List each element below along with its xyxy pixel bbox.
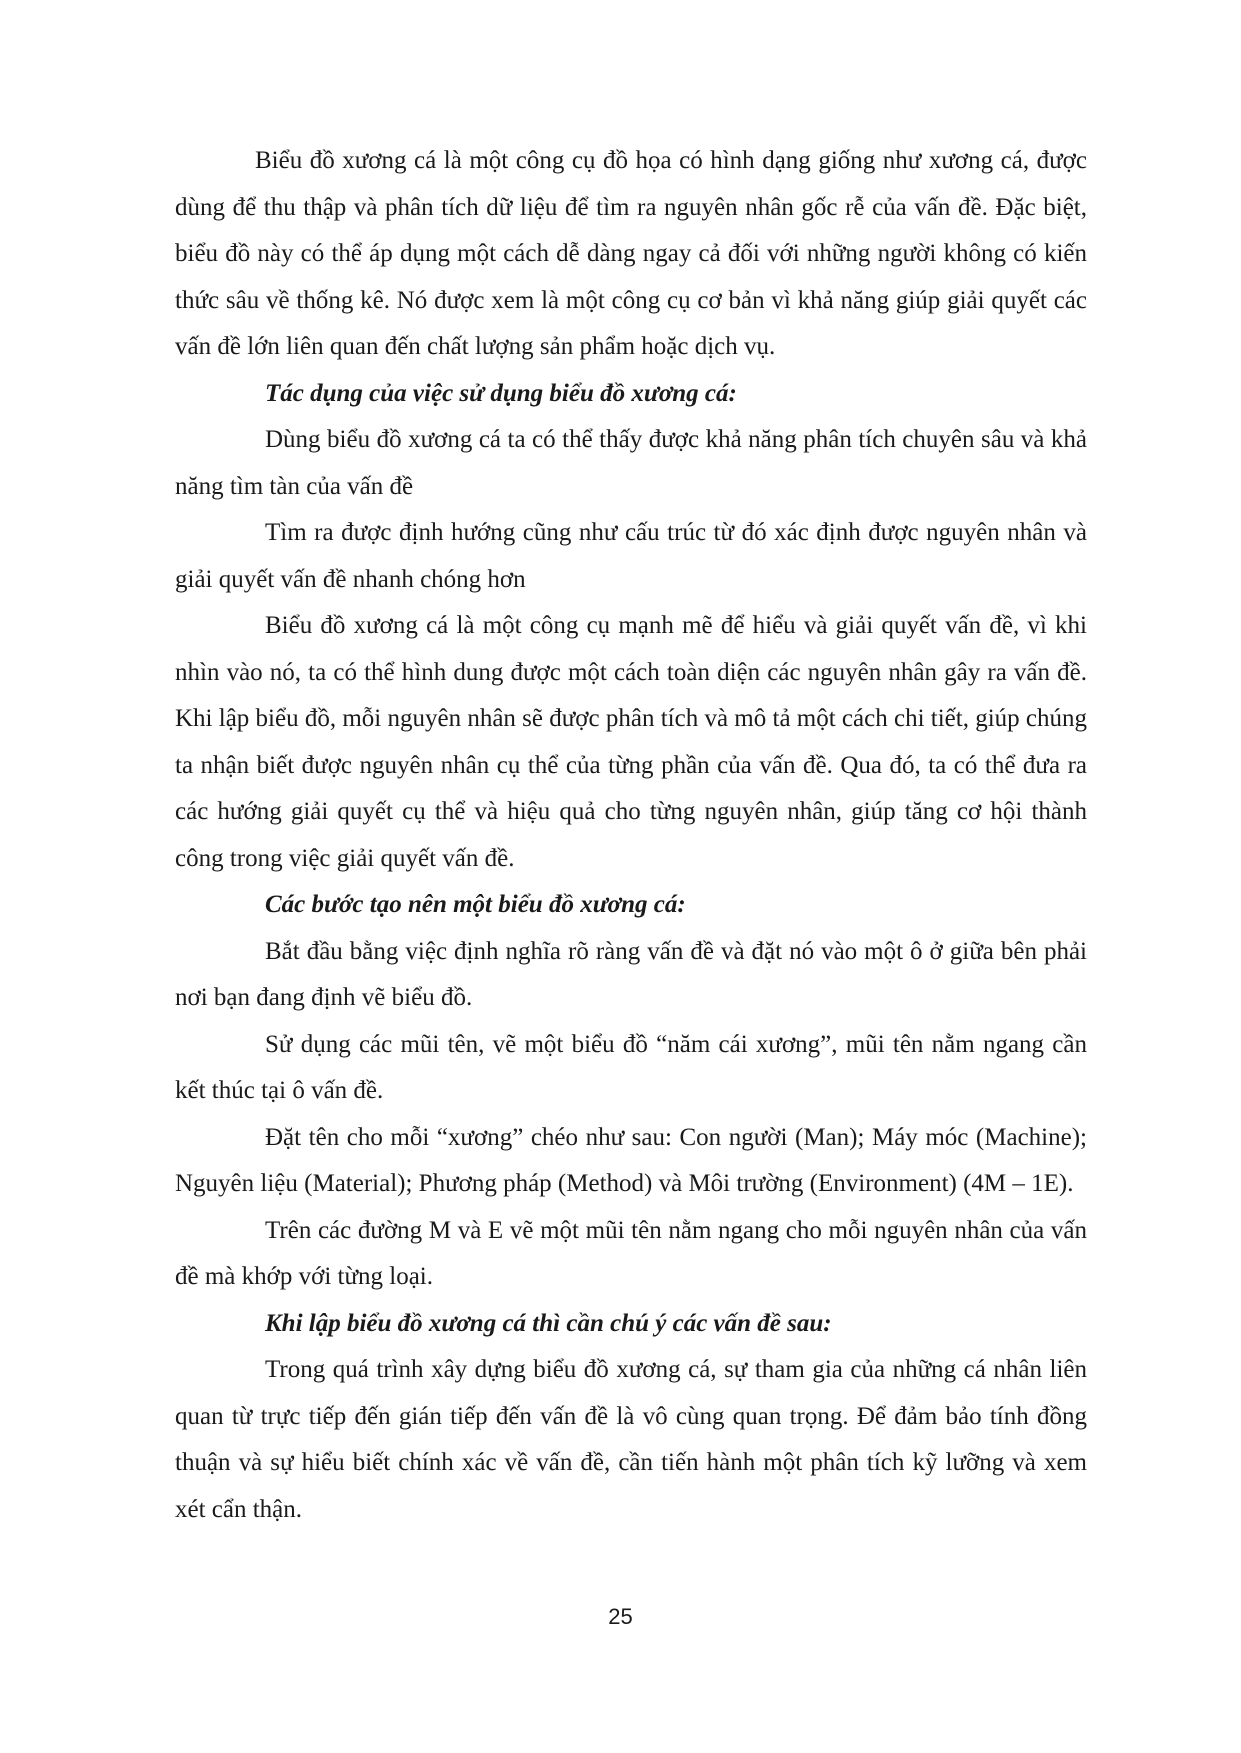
- paragraph: Sử dụng các mũi tên, vẽ một biểu đồ “năm cái xương”, mũi tên nằm ngang cần kết thúc tại ô vấn đề.: [175, 1030, 1087, 1104]
- paragraph: Trong quá trình xây dựng biểu đồ xương cá, sự tham gia của những cá nhân liên quan từ trực tiếp đến gián tiếp đến vấn đề là vô cùng quan trọng. Để đảm bảo tính đồng thuận và sự hiểu biết chính xác về vấn đề, cần tiến hành một phân tích kỹ lưỡng và xem xét cẩn thận.: [175, 1356, 1087, 1523]
- section-heading-steps: Các bước tạo nên một biểu đồ xương cá:: [265, 891, 686, 918]
- page-number: 25: [608, 1604, 633, 1629]
- paragraph: Trên các đường M và E vẽ một mũi tên nằm ngang cho mỗi nguyên nhân của vấn đề mà khớp với từng loại.: [175, 1216, 1087, 1290]
- paragraph: Dùng biểu đồ xương cá ta có thể thấy được khả năng phân tích chuyên sâu và khả năng tìm tàn của vấn đề: [175, 426, 1087, 500]
- paragraph: Đặt tên cho mỗi “xương” chéo như sau: Con người (Man); Máy móc (Machine); Nguyên liệu (Material); Phương pháp (Method) và Môi trường (Environment) (4M – 1E).: [175, 1123, 1087, 1197]
- section-heading-notes: Khi lập biểu đồ xương cá thì cần chú ý các vấn đề sau:: [265, 1309, 832, 1337]
- page-body: [175, 138, 1087, 1533]
- section-heading-effects: Tác dụng của việc sử dụng biểu đồ xương cá:: [265, 379, 737, 407]
- paragraph: Bắt đầu bằng việc định nghĩa rõ ràng vấn đề và đặt nó vào một ô ở giữa bên phải nơi bạn đang định vẽ biểu đồ.: [175, 937, 1087, 1011]
- paragraph: Tìm ra được định hướng cũng như cấu trúc từ đó xác định được nguyên nhân và giải quyết vấn đề nhanh chóng hơn: [175, 519, 1087, 593]
- paragraph: Biểu đồ xương cá là một công cụ mạnh mẽ để hiểu và giải quyết vấn đề, vì khi nhìn vào nó, ta có thể hình dung được một cách toàn diện các nguyên nhân gây ra vấn đề. Khi lập biểu đồ, mỗi nguyên nhân sẽ được phân tích và mô tả một cách chi tiết, giúp chúng ta nhận biết được nguyên nhân cụ thể của từng phần của vấn đề. Qua đó, ta có thể đưa ra các hướng giải quyết cụ thể và hiệu quả cho từng nguyên nhân, giúp tăng cơ hội thành công trong việc giải quyết vấn đề.: [175, 612, 1087, 872]
- intro-paragraph: Biểu đồ xương cá là một công cụ đồ họa có hình dạng giống như xương cá, được dùng để thu thập và phân tích dữ liệu để tìm ra nguyên nhân gốc rễ của vấn đề. Đặc biệt, biểu đồ này có thể áp dụng một cách dễ dàng ngay cả đối với những người không có kiến thức sâu về thống kê. Nó được xem là một công cụ cơ bản vì khả năng giúp giải quyết các vấn đề lớn liên quan đến chất lượng sản phẩm hoặc dịch vụ.: [175, 147, 1087, 360]
